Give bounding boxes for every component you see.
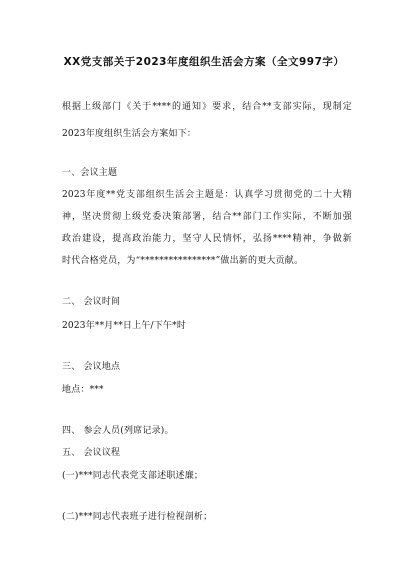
section-1-heading: 一、会议主题 (62, 168, 118, 178)
section-4-heading: 四、 参会人员(列席记录)。 (62, 426, 174, 436)
section-1-line-1: 2023年度**党支部组织生活会主题是：认真学习贯彻党的二十大精 (62, 190, 352, 200)
section-1-line-2: 神，坚决贯彻上级党委决策部署，结合**部门工作实际，不断加强 (62, 212, 352, 222)
section-3-body: 地点：*** (62, 385, 104, 395)
intro-line-2: 2023年度组织生活会方案如下： (62, 129, 197, 139)
section-2-body: 2023年**月**日上午/下午*时 (62, 321, 187, 331)
agenda-item-1: (一)***同志代表党支部述职述廉； (62, 471, 204, 481)
intro-line-1: 根据上级部门《关于****的通知》要求，结合**支部实际，现制定 (62, 102, 352, 112)
section-2-heading: 二、 会议时间 (62, 297, 121, 307)
section-5-heading: 五、 会议议程 (62, 448, 121, 458)
section-1-line-4: 时代合格党员，为“****************”做出新的更大贡献。 (62, 256, 304, 266)
document-title: XX党支部关于2023年度组织生活会方案（全文997字） (63, 56, 345, 68)
agenda-item-2: (二)***同志代表班子进行检视剖析； (62, 512, 213, 522)
section-3-heading: 三、 会议地点 (62, 362, 121, 372)
section-1-line-3: 政治建设，提高政治能力，坚守人民情怀，弘扬****精神，争做新 (62, 234, 352, 244)
